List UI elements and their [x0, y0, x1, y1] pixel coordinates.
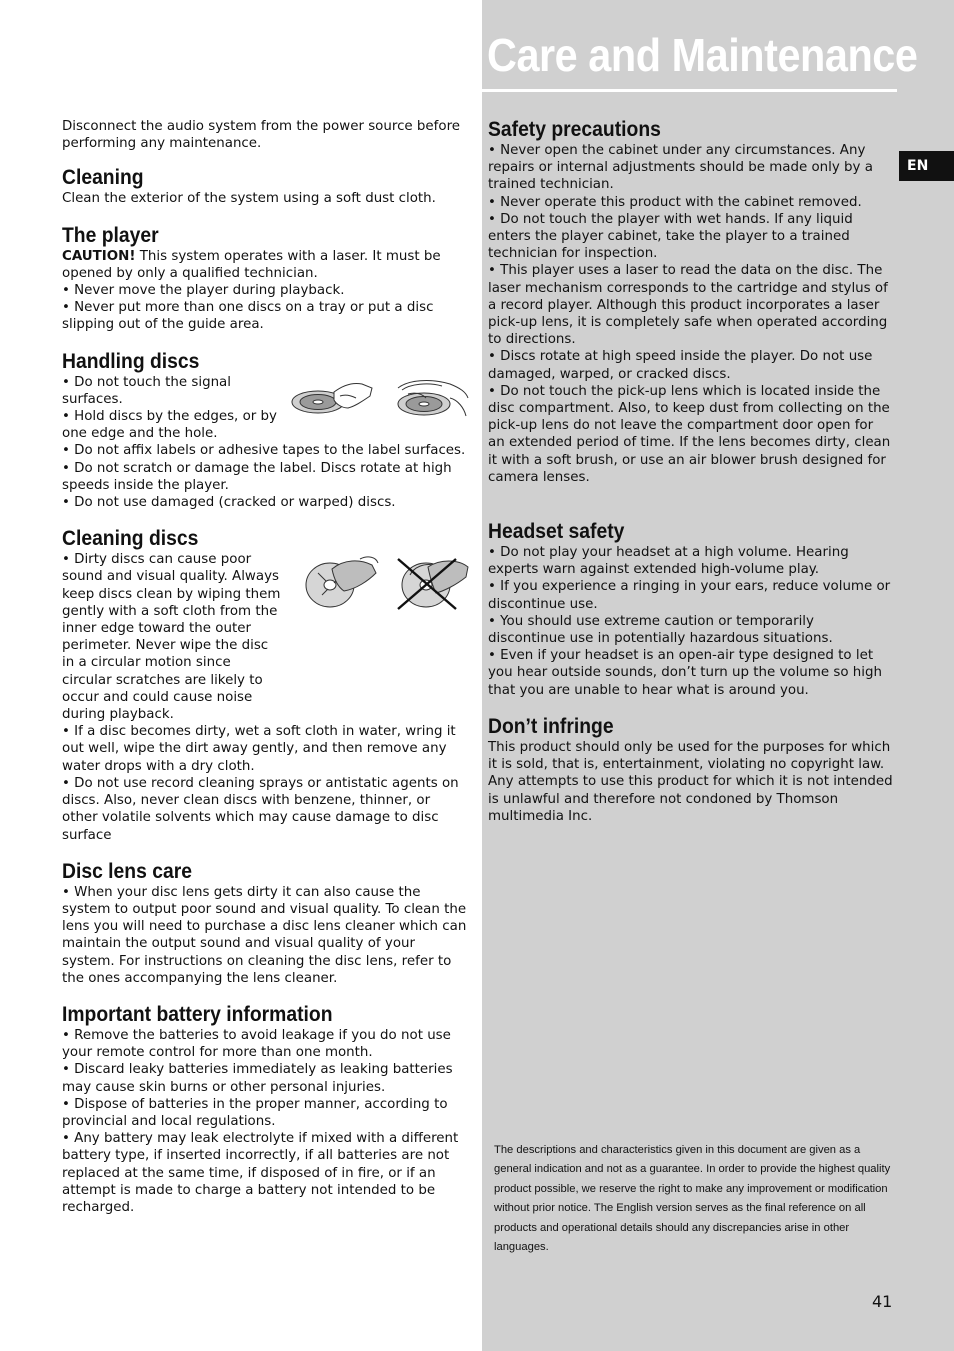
lens-care-heading: Disc lens care — [62, 859, 192, 883]
safety-item: • Never operate this product with the cabinet removed. — [488, 194, 862, 210]
battery-item: • Dispose of batteries in the proper manner, according to provincial and local regulations. — [62, 1096, 448, 1129]
handling-item: • Hold discs by the edges, or by one edge and the hole. — [62, 409, 277, 442]
right-column — [488, 118, 894, 825]
page-number: 41 — [872, 1292, 893, 1311]
lens-care-text: • When your disc lens gets dirty it can also cause the system to output poor sound and visual quality. To clean the lens you will need to purchase a disc lens cleaner which can maintain the output sound and visual quality of your system. For instructions on cleaning the disc lens, refer to the ones accompanying the lens cleaner. — [62, 884, 467, 986]
battery-item: • Remove the batteries to avoid leakage if you do not use your remote control for more than one month. — [62, 1027, 451, 1061]
handling-heading: Handling discs — [62, 349, 200, 373]
caution-label: CAUTION! — [62, 248, 136, 264]
disc-wiping-illustration — [298, 555, 470, 611]
disclaimer-notice: The descriptions and characteristics given in this document are given as a general indication and not as a guarantee. In order to provide the highest quality product possible, we reserve the right to make any improvement or modification without prior notice. The English version serves as the final reference on all products and operational details should any discrepancies arise in other languages. — [494, 1144, 891, 1254]
cleaning-discs-item: • If a disc becomes dirty, wet a soft cloth in water, wring it out well, wipe the dirt away gently, and then remove any water drops with a dry cloth. — [62, 724, 456, 774]
headset-item: • If you experience a ringing in your ears, reduce volume or discontinue use. — [488, 579, 891, 612]
safety-item: • Never open the cabinet under any circumstances. Any repairs or internal adjustments should be made only by a trained technician. — [488, 143, 873, 193]
headset-item: • Do not play your headset at a high volume. Hearing experts warn against extended high-volume play. — [488, 545, 849, 578]
handling-item: • Do not affix labels or adhesive tapes to the label surfaces. — [62, 443, 466, 459]
language-tab: EN — [899, 151, 954, 181]
battery-item: • Any battery may leak electrolyte if mixed with a different battery type, if inserted incorrectly, if all batteries are not replaced at the same time, if disposed of in fire, or if an attempt is made to charge a battery not intended to be recharged. — [62, 1131, 459, 1215]
intro-text: Disconnect the audio system from the power source before performing any maintenance. — [62, 119, 461, 152]
safety-item: • Discs rotate at high speed inside the player. Do not use damaged, warped, or cracked discs. — [488, 349, 873, 382]
handling-item: • Do not scratch or damage the label. Discs rotate at high speeds inside the player. — [62, 460, 452, 493]
player-heading: The player — [62, 223, 159, 247]
headset-item: • You should use extreme caution or temporarily discontinue use in potentially hazardous situations. — [488, 613, 833, 647]
handling-item: • Do not use damaged (cracked or warped) discs. — [62, 495, 396, 511]
cleaning-text: Clean the exterior of the system using a soft dust cloth. — [62, 191, 436, 207]
safety-item: • This player uses a laser to read the data on the disc. The laser mechanism corresponds to the cartridge and stylus of a record player. Although this product incorporates a laser pick-up lens, it is completely safe when operated according to directions. — [488, 263, 888, 348]
battery-heading: Important battery information — [62, 1002, 333, 1026]
handling-item: • Do not touch the signal surfaces. — [62, 374, 231, 407]
headset-heading: Headset safety — [488, 520, 625, 544]
headset-item: • Even if your headset is an open-air type designed to let you hear outside sounds, don’t turn up the volume so high that you are unable to hear what is around you. — [488, 648, 882, 698]
cleaning-discs-heading: Cleaning discs — [62, 527, 199, 551]
left-column — [62, 118, 470, 1216]
cleaning-discs-item: • Dirty discs can cause poor sound and visual quality. Always keep discs clean by wiping them gently with a soft cloth from the inner edge toward the outer perimeter. Never wipe the disc in a circular motion since circular scratches are likely to occur and could cause noise during playback. — [62, 552, 281, 723]
player-caution — [62, 248, 470, 282]
player-item: • Never move the player during playback. — [62, 283, 345, 299]
safety-heading: Safety precautions — [488, 118, 661, 141]
cleaning-discs-item: • Do not use record cleaning sprays or antistatic agents on discs. Also, never clean discs with benzene, thinner, or other volatile solvents which may cause damage to disc surface — [62, 775, 459, 843]
title-underline — [482, 89, 897, 92]
infringe-text: This product should only be used for the purposes for which it is sold, that is, entertainment, violating no copyright law. Any attempts to use this product for which it is not intended is unlawful and therefore not condoned by Thomson multimedia Inc. — [488, 739, 893, 824]
disc-handling-illustration — [290, 378, 470, 420]
safety-item: • Do not touch the player with wet hands. If any liquid enters the player cabinet, take the player to a trained technician for inspection. — [488, 211, 853, 262]
caution-text: This system operates with a laser. It must be opened by only a qualified technician. — [62, 248, 441, 281]
player-item: • Never put more than one discs on a tray or put a disc slipping out of the guide area. — [62, 300, 434, 333]
safety-item: • Do not touch the pick-up lens which is located inside the disc compartment. Also, to keep dust from collecting on the pick-up lens do not leave the compartment door open for an extended period of time. If the lens becomes dirty, clean it with a soft brush, or use an air blower brush designed for camera lenses. — [488, 383, 891, 485]
battery-item: • Discard leaky batteries immediately as leaking batteries may cause skin burns or other personal injuries. — [62, 1062, 453, 1095]
cleaning-heading: Cleaning — [62, 166, 144, 190]
page-title: Care and Maintenance — [487, 29, 918, 81]
infringe-heading: Don’t infringe — [488, 714, 614, 738]
